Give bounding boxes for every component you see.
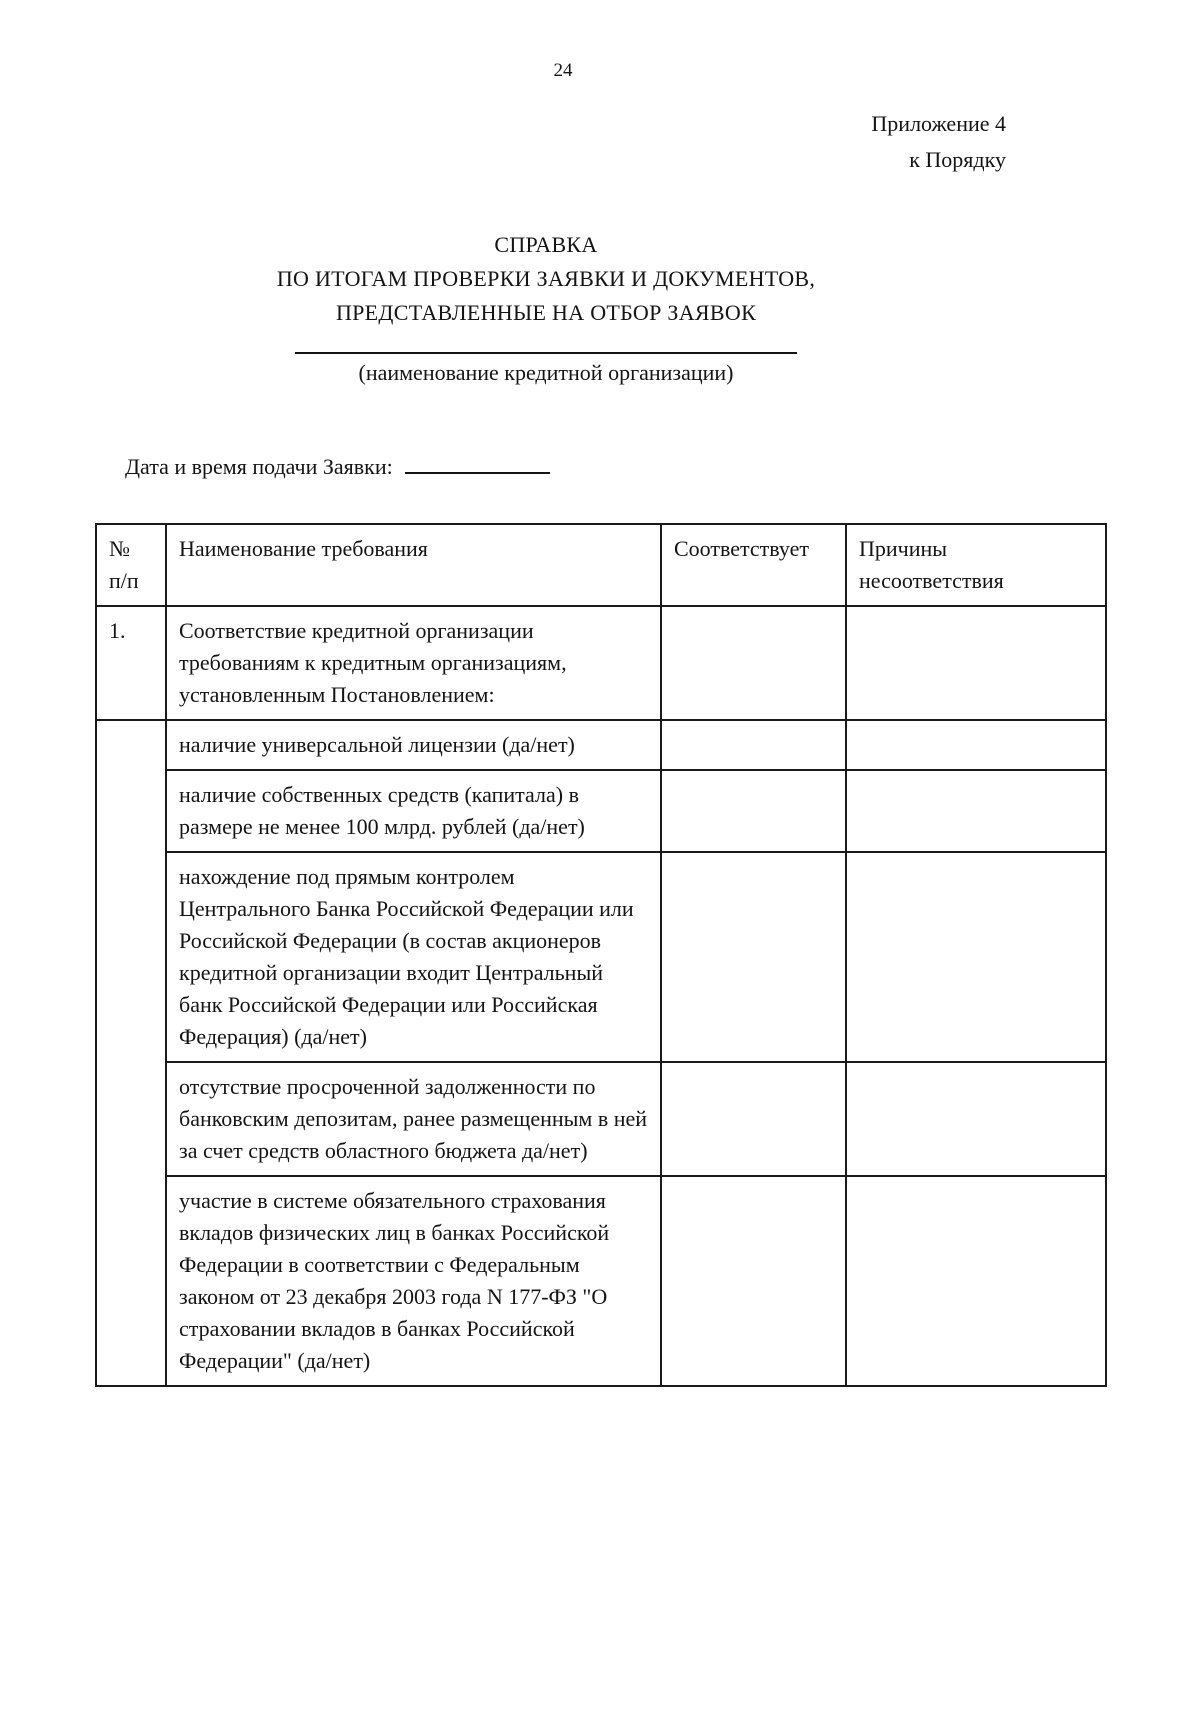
row-number-cell: 1. [96, 606, 166, 720]
requirement-cell: участие в системе обязательного страхования вкладов физических лиц в банках Российской Федерации в соответствии с Федеральным законом от 23 декабря 2003 года N 177-ФЗ "О страховании вкладов в банках Российской Федерации" (да/нет) [166, 1176, 661, 1386]
reason-cell [846, 770, 1106, 852]
table-row [96, 606, 1106, 720]
requirement-cell: Соответствие кредитной организации требованиям к кредитным организациям, установленным Постановлением: [166, 606, 661, 720]
header-reasons-line-2: несоответствия [859, 568, 1004, 593]
header-reasons-line-1: Причины [859, 536, 948, 561]
header-reasons [846, 524, 1106, 606]
header-num [96, 524, 166, 606]
requirement-cell: нахождение под прямым контролем Центрального Банка Российской Федерации или Российской Федерации (в состав акционеров кредитной организации входит Центральный банк Российской Федерации или Российская Федерация) (да/нет) [166, 852, 661, 1062]
compliance-cell [661, 606, 846, 720]
table-row [96, 1062, 1106, 1176]
table-row [96, 1176, 1106, 1386]
requirement-cell: наличие собственных средств (капитала) в размере не менее 100 млрд. рублей (да/нет) [166, 770, 661, 852]
header-num-line-2: п/п [109, 568, 139, 593]
appendix-line-1: Приложение 4 [871, 111, 1006, 136]
compliance-cell [661, 770, 846, 852]
table-row [96, 720, 1106, 770]
table-row [96, 770, 1106, 852]
compliance-cell [661, 852, 846, 1062]
compliance-cell [661, 1062, 846, 1176]
title-line-3: ПРЕДСТАВЛЕННЫЕ НА ОТБОР ЗАЯВОК [335, 300, 757, 325]
page-number: 24 [553, 60, 573, 81]
requirement-cell: наличие универсальной лицензии (да/нет) [166, 720, 661, 770]
document-title [0, 228, 1092, 330]
reason-cell [846, 720, 1106, 770]
organization-name-blank [295, 336, 797, 354]
compliance-cell [661, 1176, 846, 1386]
appendix-block [871, 106, 1006, 178]
header-requirement: Наименование требования [166, 524, 661, 606]
table-row [96, 852, 1106, 1062]
appendix-line-2: к Порядку [909, 147, 1006, 172]
reason-cell [846, 852, 1106, 1062]
header-num-line-1: № [109, 536, 130, 561]
row-number-cell-merged [96, 720, 166, 1386]
application-date-label: Дата и время подачи Заявки: [125, 454, 393, 479]
requirement-cell: отсутствие просроченной задолженности по банковским депозитам, ранее размещенным в ней за счет средств областного бюджета да/нет) [166, 1062, 661, 1176]
title-line-2: ПО ИТОГАМ ПРОВЕРКИ ЗАЯВКИ И ДОКУМЕНТОВ, [276, 266, 816, 291]
organization-name-caption: (наименование кредитной организации) [358, 360, 734, 385]
organization-name-block [0, 336, 1092, 388]
reason-cell [846, 606, 1106, 720]
reason-cell [846, 1062, 1106, 1176]
application-date-line [125, 452, 550, 480]
application-date-blank [405, 452, 550, 474]
compliance-cell [661, 720, 846, 770]
reason-cell [846, 1176, 1106, 1386]
requirements-table [95, 523, 1107, 1387]
table-header-row [96, 524, 1106, 606]
title-line-1: СПРАВКА [494, 232, 598, 257]
header-compliance: Соответствует [661, 524, 846, 606]
